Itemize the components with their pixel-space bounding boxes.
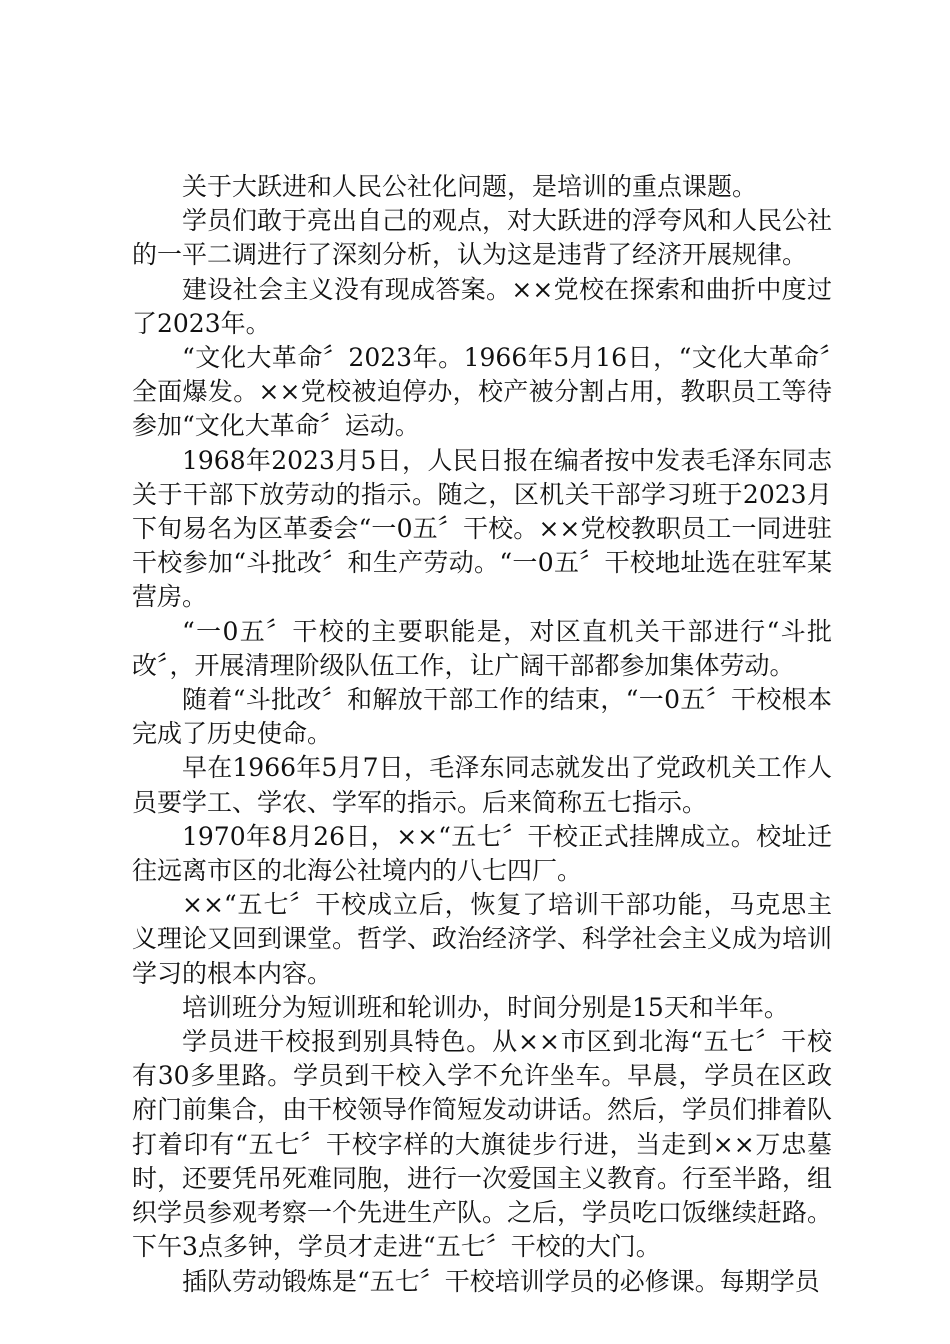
- paragraph: 关于大跃进和人民公社化问题，是培训的重点课题。: [182, 172, 758, 201]
- paragraph: 培训班分为短训班和轮训办，时间分别是15天和半年。: [182, 992, 789, 1022]
- paragraph: 建设社会主义没有现成答案。××党校在探索和曲折中度过了2023年。: [132, 274, 832, 338]
- document-body: [132, 170, 832, 1299]
- paragraph: 1968年2023月5日，人民日报在编者按中发表毛泽东同志关于干部下放劳动的指示。随之，区机关干部学习班于2023月下旬易名为区革委会“一0五〞干校。××党校教职员工一同进驻干校参加“斗批改〞和生产劳动。“一0五〞干校地址选在驻军某营房。: [132, 445, 832, 612]
- paragraph: “一0五〞干校的主要职能是，对区直机关干部进行“斗批改〞，开展清理阶级队伍工作，让广阔干部都参加集体劳动。: [132, 616, 832, 680]
- paragraph: 随着“斗批改〞和解放干部工作的结束，“一0五〞干校根本完成了历史使命。: [132, 685, 832, 749]
- paragraph: 学员们敢于亮出自己的观点，对大跃进的浮夸风和人民公社的一平二调进行了深刻分析，认为这是违背了经济开展规律。: [132, 206, 833, 270]
- paragraph: 插队劳动锻炼是“五七〞干校培训学员的必修课。每期学员: [182, 1266, 820, 1296]
- paragraph: ××“五七〞干校成立后，恢复了培训干部功能，马克思主义理论又回到课堂。哲学、政治经济学、科学社会主义成为培训学习的根本内容。: [132, 890, 833, 988]
- paragraph: 早在1966年5月7日，毛泽东同志就发出了党政机关工作人员要学工、学农、学军的指示。后来简称五七指示。: [132, 753, 832, 817]
- paragraph: 学员进干校报到别具特色。从××市区到北海“五七〞干校有30多里路。学员到干校入学不允许坐车。早晨，学员在区政府门前集合，由干校领导作简短发动讲话。然后，学员们排着队打着印有“五七〞干校字样的大旗徒步行进，当走到××万忠墓时，还要凭吊死难同胞，进行一次爱国主义教育。行至半路，组织学员参观考察一个先进生产队。之后，学员吃口饭继续赶路。下午3点多钟，学员才走进“五七〞干校的大门。: [132, 1027, 833, 1262]
- paragraph: 1970年8月26日，××“五七〞干校正式挂牌成立。校址迁往远离市区的北海公社境内的八七四厂。: [132, 821, 832, 886]
- paragraph: “文化大革命〞2023年。1966年5月16日，“文化大革命〞全面爆发。××党校被迫停办，校产被分割占用，教职员工等待参加“文化大革命〞运动。: [132, 343, 832, 441]
